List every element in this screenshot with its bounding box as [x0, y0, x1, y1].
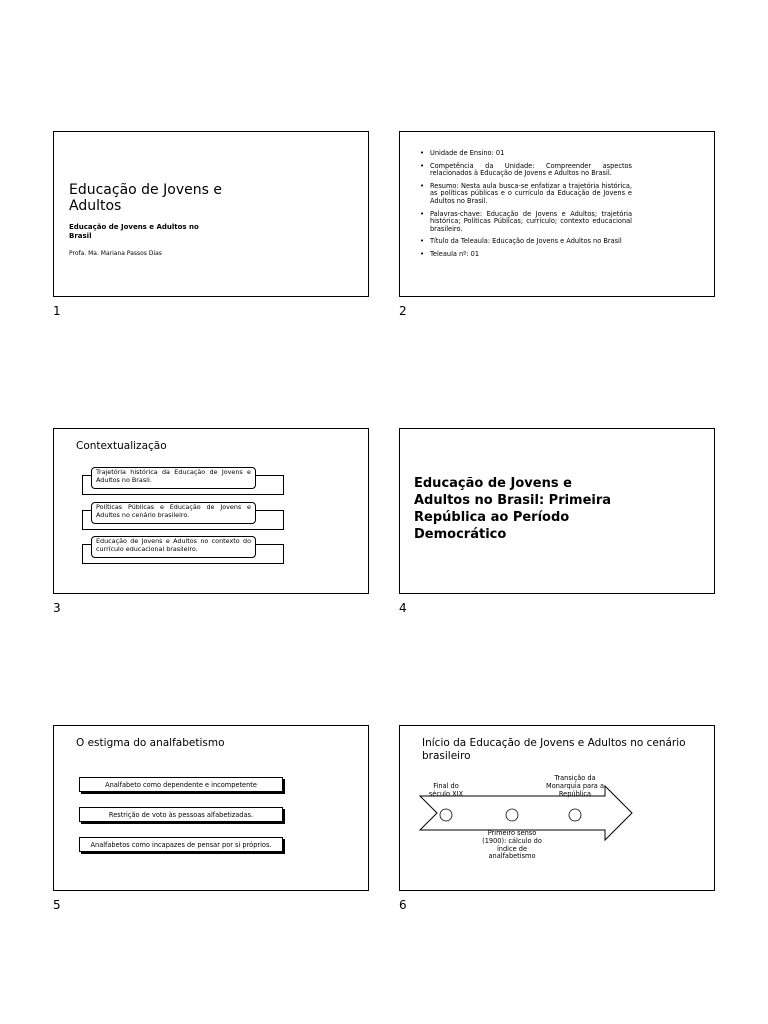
bullet-icon: •	[420, 181, 425, 190]
slide-1-number: 1	[53, 304, 61, 318]
stigma-item-3	[79, 837, 283, 852]
slide-6-heading: Início da Educação de Jovens e Adultos no cenário brasileiro	[422, 737, 686, 762]
slide-2	[399, 131, 715, 297]
stigma-item-1	[79, 777, 283, 792]
list-item: • Resumo: Nesta aula busca-se enfatizar a trajetória histórica, as políticas públicas e o currículo da Educação de Jovens e Adultos no Brasil.	[420, 181, 632, 205]
bullet-icon: •	[420, 249, 425, 258]
flow-item-2	[82, 502, 284, 526]
slide-5-number: 5	[53, 898, 61, 912]
slide-3-heading: Contextualização	[76, 440, 167, 452]
timeline-label-end-19th-century: Final do século XIX	[428, 782, 464, 798]
slide-3	[53, 428, 369, 594]
slide-4	[399, 428, 715, 594]
stigma-item-label: Restrição de voto às pessoas alfabetizadas.	[108, 810, 254, 819]
list-item: • Teleaula nº: 01	[420, 249, 480, 258]
slide-2-bullet-list	[420, 150, 632, 264]
bullet-icon: •	[420, 209, 425, 218]
stigma-item-label: Analfabeto como dependente e incompetente	[105, 780, 257, 789]
list-item: • Título da Teleaula: Educação de Jovens e Adultos no Brasil	[420, 237, 622, 246]
flow-item-1	[82, 467, 284, 491]
slide-5-heading: O estigma do analfabetismo	[76, 737, 225, 749]
stigma-item-label: Analfabetos como incapazes de pensar por si próprios.	[90, 840, 272, 849]
slide-1	[53, 131, 369, 297]
timeline-label-first-census: Primeiro senso (1900): cálculo do índice de analfabetismo	[482, 829, 542, 861]
slide-3-number: 3	[53, 601, 61, 615]
slide-4-title: Educação de Jovens e Adultos no Brasil: Primeira República ao Período Democrático	[414, 476, 612, 542]
slide-5	[53, 725, 369, 891]
flow-item-label: Políticas Públicas e Educação de Jovens e Adultos no cenário brasileiro.	[91, 502, 256, 524]
timeline-arrow	[400, 726, 715, 891]
timeline-marker-3	[569, 809, 581, 821]
timeline-label-transition: Transição da Monarquia para a República	[546, 774, 604, 798]
list-item: • Unidade de Ensino: 01	[420, 149, 505, 157]
flow-item-label: Educação de Jovens e Adultos no contexto do currículo educacional brasileiro.	[91, 536, 256, 558]
slide-6-number: 6	[399, 898, 407, 912]
slide-2-number: 2	[399, 304, 407, 318]
list-item: • Palavras-chave: Educação de Jovens e Adultos; trajetória histórica; Políticas Públicas; currículo; contexto educacional brasileiro.	[420, 209, 632, 233]
timeline-marker-2	[506, 809, 518, 821]
bullet-icon: •	[420, 161, 425, 170]
slide-1-author: Profa. Ma. Mariana Passos Dias	[69, 250, 162, 257]
bullet-icon: •	[420, 149, 425, 157]
slide-1-subtitle: Educação de Jovens e Adultos no Brasil	[69, 223, 199, 240]
slide-4-number: 4	[399, 601, 407, 615]
stigma-item-2	[79, 807, 283, 822]
timeline-marker-1	[440, 809, 452, 821]
slide-1-title: Educação de Jovens e Adultos	[69, 182, 222, 214]
bullet-icon: •	[420, 237, 425, 246]
flow-item-label: Trajetória histórica da Educação de Jovens e Adultos no Brasil.	[91, 467, 256, 489]
list-item: • Competência da Unidade: Compreender aspectos relacionados à Educação de Jovens e Adultos no Brasil.	[420, 161, 632, 178]
flow-item-3	[82, 536, 284, 560]
slide-6	[399, 725, 715, 891]
